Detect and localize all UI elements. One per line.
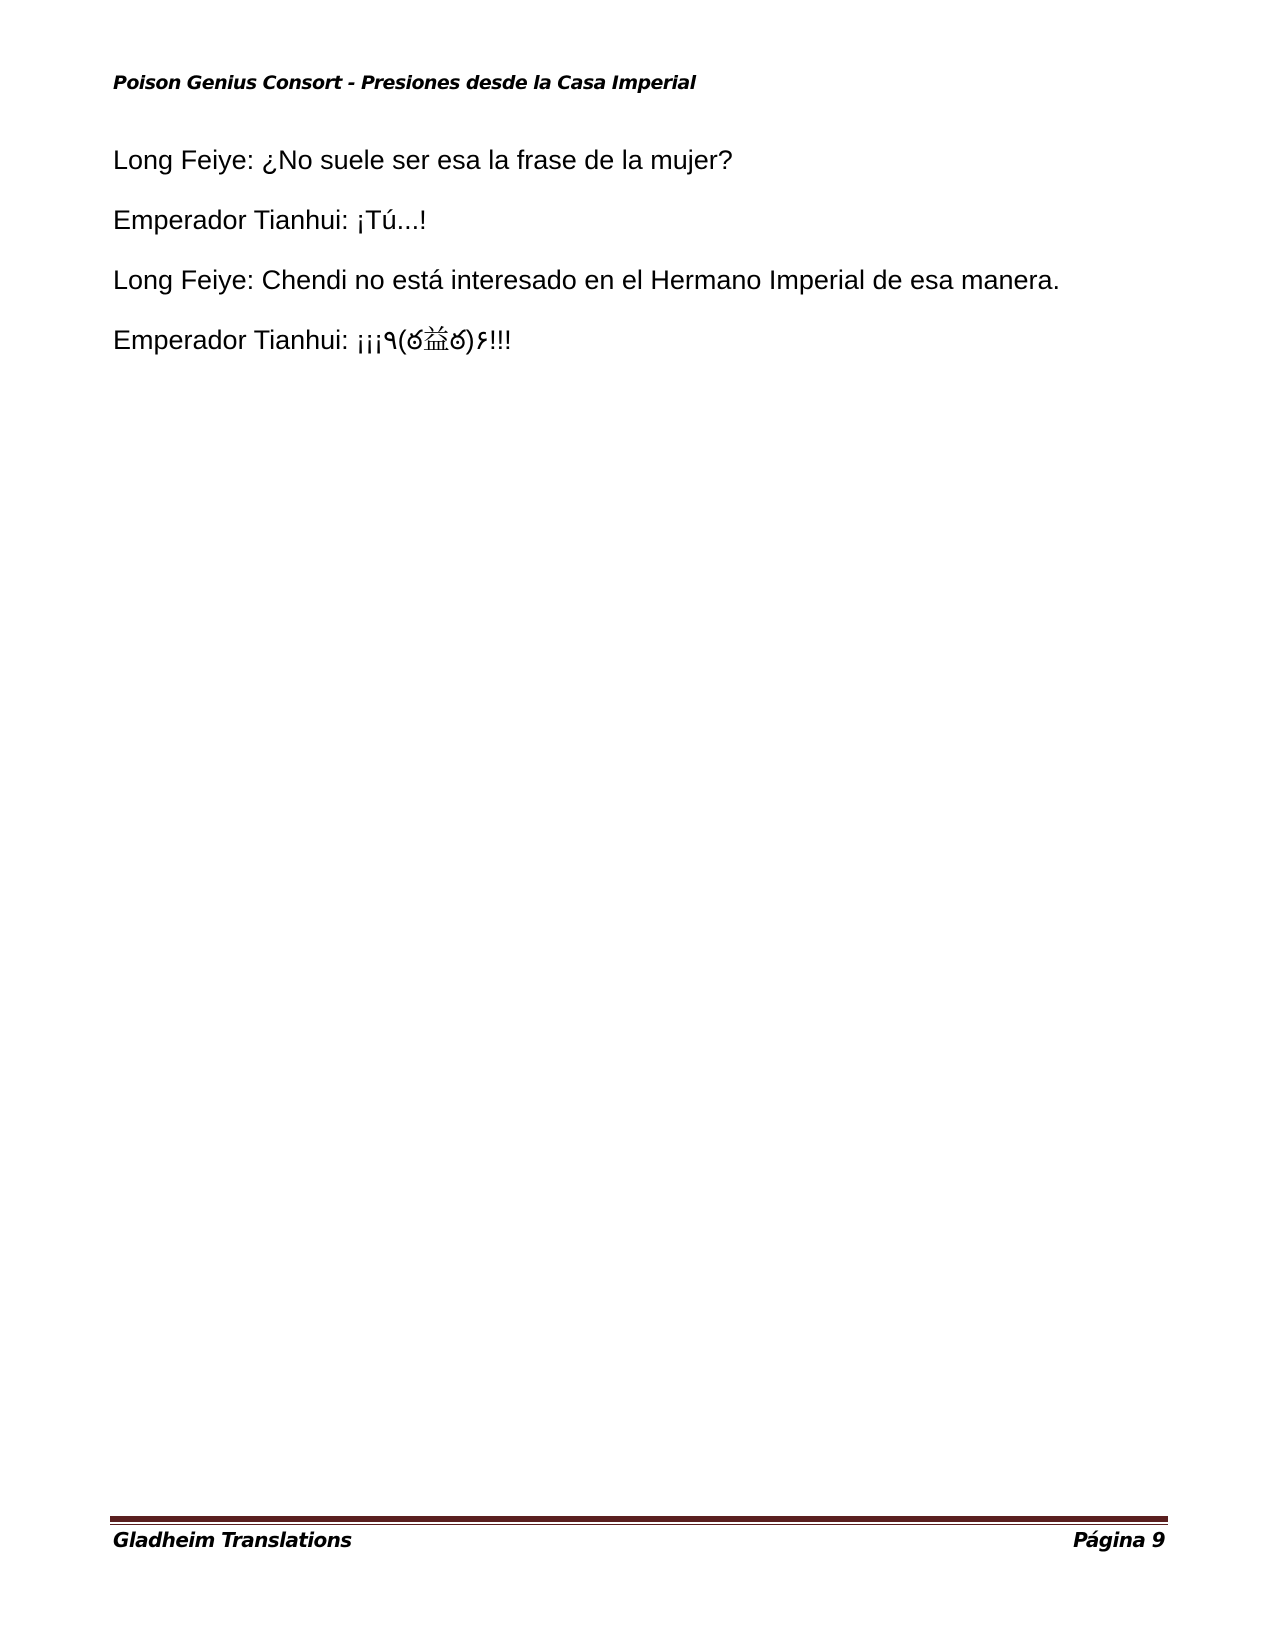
footer-page-number: Página 9: [1073, 1528, 1165, 1552]
footer-rule-thin: [110, 1524, 1168, 1525]
dialogue-body: [113, 143, 1173, 383]
footer-rule-thick: [110, 1516, 1168, 1522]
footer-rule: [110, 1516, 1168, 1525]
running-header-title: Poison Genius Consort - Presiones desde la Casa Imperial: [113, 72, 696, 94]
dialogue-line: Long Feiye: ¿No suele ser esa la frase de la mujer?: [113, 145, 733, 175]
dialogue-line: Emperador Tianhui: ¡Tú...!: [113, 205, 427, 235]
dialogue-line: Long Feiye: Chendi no está interesado en el Hermano Imperial de esa manera.: [113, 265, 1061, 295]
footer-publisher: Gladheim Translations: [113, 1528, 352, 1552]
dialogue-line: Emperador Tianhui: ¡¡¡٩(ఠ益ఠ)۶!!!: [113, 325, 512, 355]
